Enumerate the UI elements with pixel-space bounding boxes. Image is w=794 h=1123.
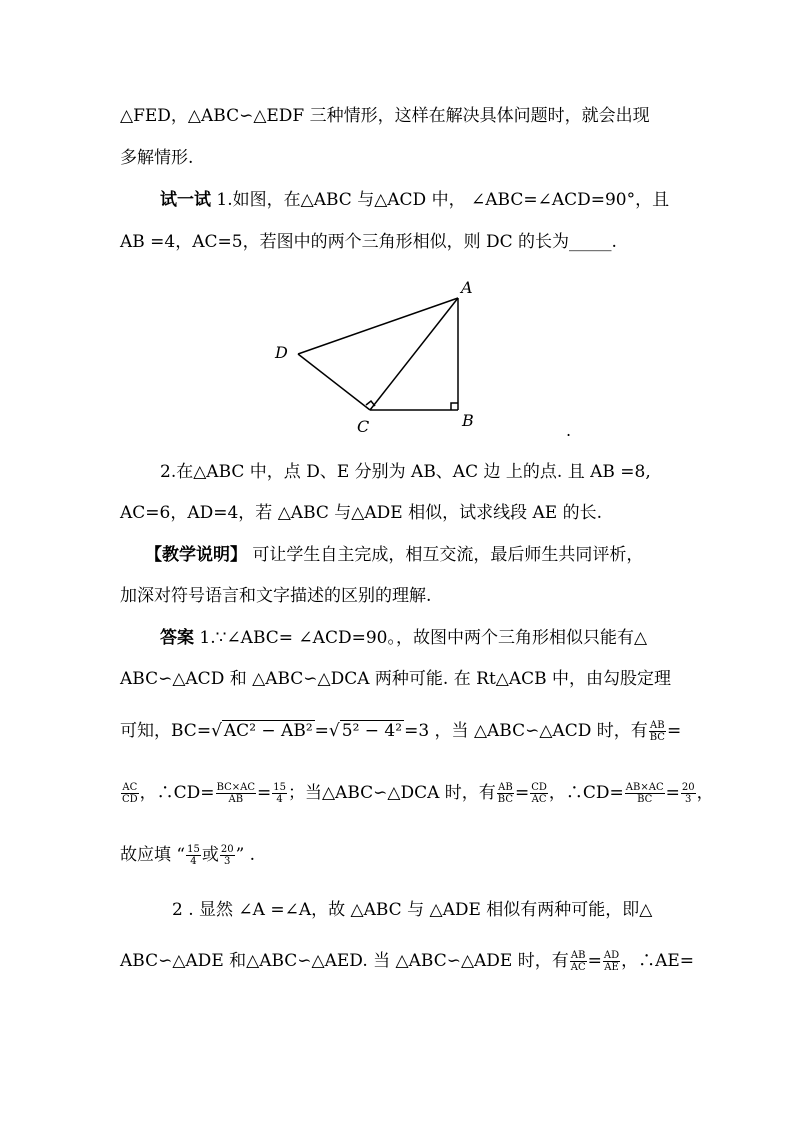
fraction-denominator: 4 — [190, 856, 197, 867]
fraction-denominator: 3 — [685, 794, 692, 805]
math-text: = — [514, 783, 530, 803]
fraction — [681, 782, 696, 805]
fraction-numerator: 20 — [220, 844, 234, 855]
text-line-1: △FED，△ABC∽△EDF 三种情形，这样在解决具体问题时，就会出现 — [120, 106, 650, 126]
fraction — [272, 782, 287, 805]
fraction — [570, 950, 587, 973]
sqrt-expression-2: √ 5² − 4² — [328, 721, 403, 741]
math-text: = — [666, 721, 682, 741]
fraction — [497, 782, 514, 805]
fraction — [121, 782, 139, 805]
stray-dot: . — [566, 421, 572, 438]
fraction — [649, 720, 666, 743]
vertex-label-b: B — [462, 411, 474, 430]
segment-ca — [370, 298, 458, 410]
text-line-8: 加深对符号语言和文字描述的区别的理解. — [120, 586, 432, 606]
math-text: = — [665, 783, 680, 803]
segment-ad — [298, 298, 458, 354]
try-label: 试一试 — [160, 190, 211, 210]
fraction-denominator: AB — [228, 794, 244, 805]
vertex-label-c: C — [357, 417, 370, 436]
math-text: ” . — [235, 845, 256, 865]
fraction-numerator: AB — [570, 950, 586, 961]
math-text: = — [587, 951, 602, 971]
fraction-denominator: AE — [604, 962, 619, 973]
fraction-denominator: AC — [570, 962, 586, 973]
math-text: =3 ，当 △ABC∽△ACD 时，有 — [404, 721, 648, 741]
fraction-numerator: 15 — [273, 782, 286, 793]
fraction-denominator: CD — [122, 794, 138, 805]
teaching-note-label: 【教学说明】 — [145, 545, 247, 565]
text-line-10: ABC∽△ACD 和 △ABC∽△DCA 两种可能. 在 Rt△ACB 中，由勾股定理 — [120, 669, 672, 689]
vertex-label-a: A — [461, 278, 473, 297]
fraction-denominator: BC — [649, 732, 665, 743]
text-line-5: 2.在△ABC 中，点 D、E 分别为 AB、AC 边 上的点. 且 AB =8, — [160, 462, 651, 482]
math-text: ，∴CD= — [139, 783, 215, 803]
answer-text: 1.∵∠ABC= ∠ACD=90。，故图中两个三角形相似只能有△ — [194, 628, 648, 648]
fraction-denominator: BC — [497, 794, 513, 805]
text-line-11 — [120, 719, 681, 743]
fraction — [216, 782, 256, 805]
vertex-label-d: D — [275, 343, 288, 362]
fraction-denominator: 4 — [276, 794, 283, 805]
math-text: ABC∽△ADE 和△ABC∽△AED. 当 △ABC∽△ADE 时，有 — [120, 951, 569, 971]
text-line-13 — [120, 843, 255, 867]
fraction-denominator: BC — [637, 794, 653, 805]
text-line-15 — [120, 949, 694, 973]
math-text: 故应填 “ — [120, 845, 186, 865]
text-line-3 — [160, 188, 669, 212]
math-text: 可知，BC= — [120, 721, 212, 741]
fraction-numerator: AD — [603, 950, 620, 961]
fraction-denominator: 3 — [224, 856, 231, 867]
fraction — [530, 782, 548, 805]
text-line-9 — [160, 626, 647, 650]
math-text: ；当△ABC∽△DCA 时，有 — [287, 783, 496, 803]
text-line-7 — [145, 543, 643, 567]
math-text: ， — [696, 783, 714, 803]
right-angle-marker-c — [366, 401, 375, 406]
math-text: = — [314, 721, 329, 741]
fraction-numerator: AB×AC — [625, 782, 664, 793]
math-text: ，∴AE= — [621, 951, 695, 971]
text-line-6: AC=6，AD=4，若 △ABC 与△ADE 相似，试求线段 AE 的长. — [120, 503, 602, 523]
math-text: 或 — [201, 845, 219, 865]
sqrt-radicand-1: AC² − AB² — [223, 721, 313, 741]
fraction-numerator: AB — [498, 782, 513, 793]
sqrt-expression-1: √ AC² − AB² — [211, 721, 313, 741]
math-text: ，∴CD= — [548, 783, 624, 803]
triangle-figure — [0, 278, 794, 438]
text-line-12 — [120, 781, 714, 805]
fraction-denominator: AC — [531, 794, 547, 805]
fraction-numerator: AC — [122, 782, 138, 793]
text-line-14: 2 . 显然 ∠A =∠A，故 △ABC 与 △ADE 相似有两种可能，即△ — [172, 900, 653, 920]
fraction-numerator: 20 — [681, 782, 695, 793]
fraction — [625, 782, 665, 805]
sqrt-radicand-2: 5² − 4² — [341, 721, 403, 741]
fraction-numerator: BC×AC — [216, 782, 255, 793]
fraction-numerator: AB — [650, 720, 665, 731]
segment-dc — [298, 354, 370, 410]
fraction — [603, 950, 620, 973]
right-angle-marker-b — [451, 403, 458, 410]
text-line-2: 多解情形. — [120, 148, 194, 168]
try-text: 1.如图，在△ABC 与△ACD 中， ∠ABC=∠ACD=90°，且 — [211, 190, 670, 210]
fraction-numerator: CD — [531, 782, 547, 793]
fraction — [220, 844, 235, 867]
math-text: = — [257, 783, 272, 803]
fraction — [186, 844, 201, 867]
answer-label: 答案 — [160, 628, 194, 648]
fraction-numerator: 15 — [187, 844, 200, 855]
text-line-4: AB =4，AC=5，若图中的两个三角形相似，则 DC 的长为_____. — [120, 232, 617, 252]
teaching-note-text: 可让学生自主完成，相互交流，最后师生共同评析， — [247, 545, 644, 565]
